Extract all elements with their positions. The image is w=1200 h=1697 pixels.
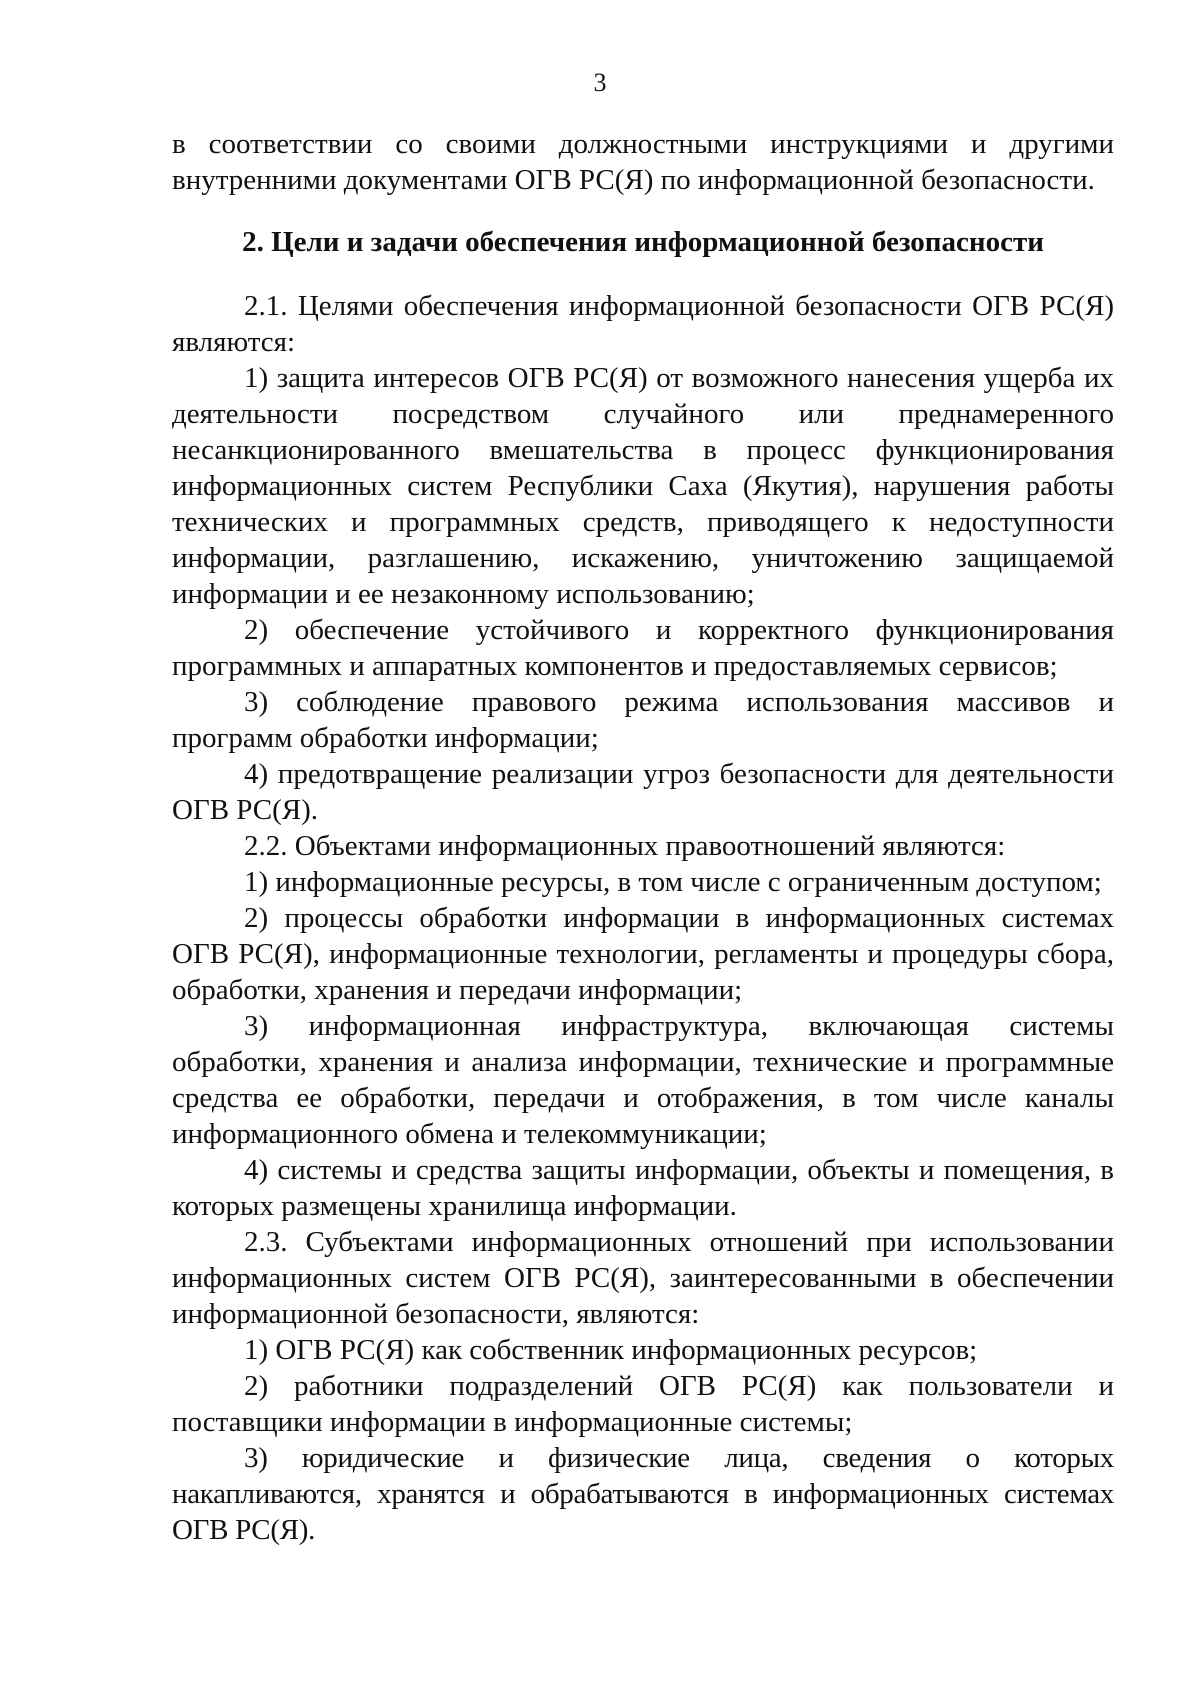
document-body: [172, 126, 1114, 1548]
paragraph-2-2-item-3: 3) информационная инфраструктура, включающая системы обработки, хранения и анализа информации, технические и программные средства ее обработки, передачи и отображения, в том числе каналы информационного обмена и телекоммуникации;: [172, 1010, 1114, 1150]
paragraph-2-3-item-3: 3) юридические и физические лица, сведения о которых накапливаются, хранятся и обрабатываются в информационных системах ОГВ РС(Я).: [172, 1442, 1114, 1546]
paragraph-2-1-item-2: 2) обеспечение устойчивого и корректного функционирования программных и аппаратных компонентов и предоставляемых сервисов;: [172, 614, 1114, 682]
paragraph-2-1-item-4: 4) предотвращение реализации угроз безопасности для деятельности ОГВ РС(Я).: [172, 758, 1114, 826]
paragraph-2-1-item-1: 1) защита интересов ОГВ РС(Я) от возможного нанесения ущерба их деятельности посредством случайного или преднамеренного несанкционированного вмешательства в процесс функционирования информационных систем Республики Саха (Якутия), нарушения работы технических и программных средств, приводящего к недоступности информации, разглашению, искажению, уничтожению защищаемой информации и ее незаконному использованию;: [172, 362, 1114, 610]
section-heading: 2. Цели и задачи обеспечения информационной безопасности: [242, 226, 1044, 258]
paragraph-2-2: 2.2. Объектами информационных правоотношений являются:: [244, 830, 1006, 862]
paragraph-2-3: 2.3. Субъектами информационных отношений при использовании информационных систем ОГВ РС(Я), заинтересованными в обеспечении информационной безопасности, являются:: [172, 1226, 1114, 1330]
paragraph-2-2-item-4: 4) системы и средства защиты информации, объекты и помещения, в которых размещены хранилища информации.: [172, 1154, 1114, 1222]
paragraph-2-1-item-3: 3) соблюдение правового режима использования массивов и программ обработки информации;: [172, 686, 1114, 754]
paragraph-2-3-item-2: 2) работники подразделений ОГВ РС(Я) как пользователи и поставщики информации в информационные системы;: [172, 1370, 1114, 1438]
page-number: 3: [593, 68, 607, 97]
paragraph-2-3-item-1: 1) ОГВ РС(Я) как собственник информационных ресурсов;: [244, 1334, 978, 1366]
paragraph-2-2-item-1: 1) информационные ресурсы, в том числе с ограниченным доступом;: [244, 866, 1102, 898]
paragraph-2-1: 2.1. Целями обеспечения информационной безопасности ОГВ РС(Я) являются:: [172, 290, 1114, 358]
continuation-paragraph: в соответствии со своими должностными инструкциями и другими внутренними документами ОГВ РС(Я) по информационной безопасности.: [172, 128, 1114, 196]
paragraph-2-2-item-2: 2) процессы обработки информации в информационных системах ОГВ РС(Я), информационные технологии, регламенты и процедуры сбора, обработки, хранения и передачи информации;: [172, 902, 1114, 1006]
